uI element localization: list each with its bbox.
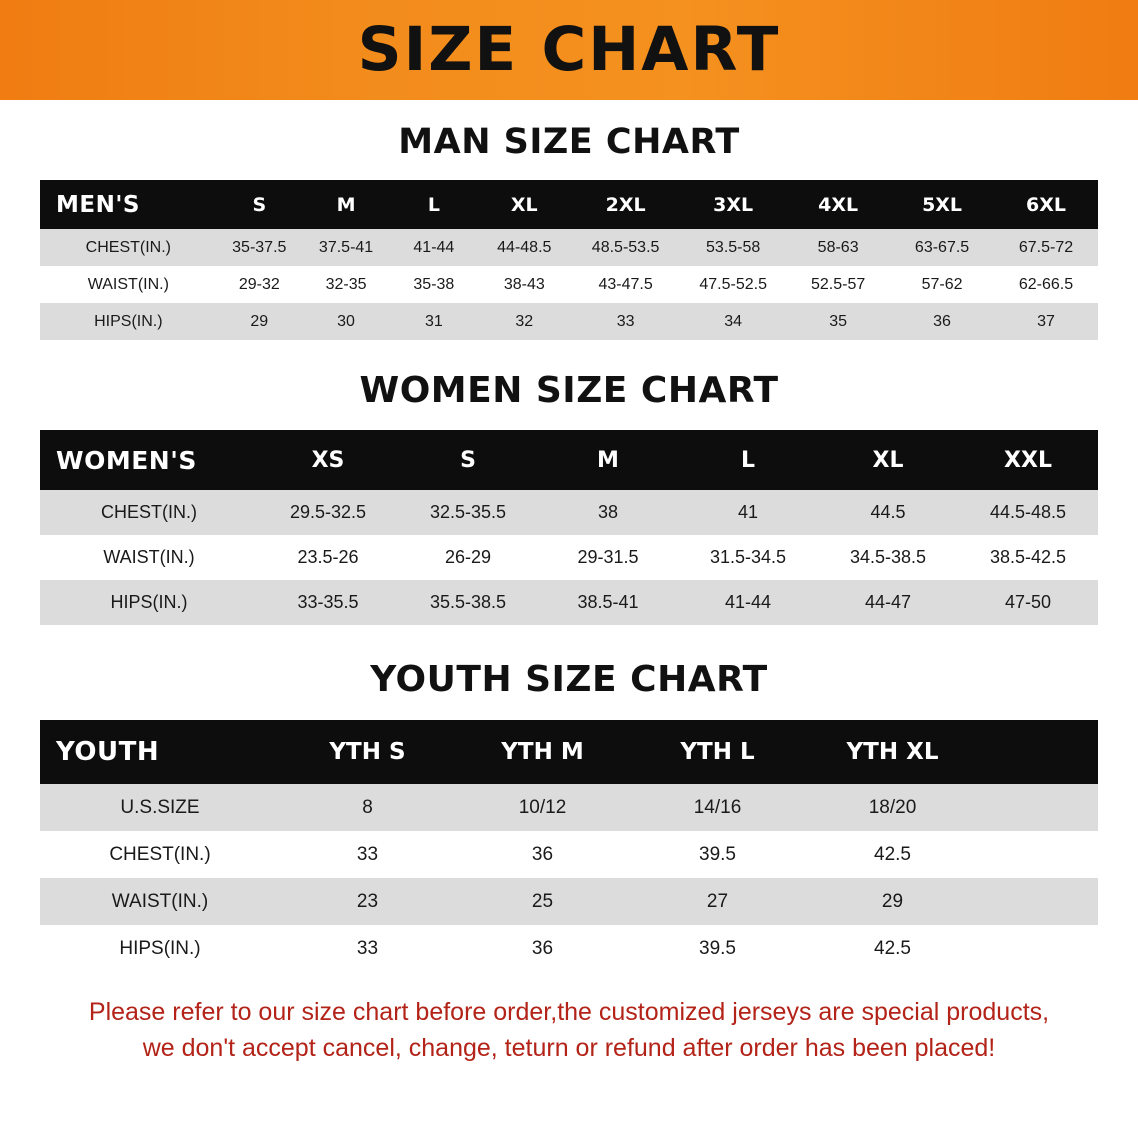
man-header-cell-1: S: [217, 180, 302, 229]
table-row: [40, 831, 1098, 878]
women-section-title: WOMEN SIZE CHART: [359, 370, 779, 411]
women-chest-xl: 44.5: [818, 490, 958, 535]
youth-waist-xl: 29: [805, 878, 980, 925]
man-section-title: MAN SIZE CHART: [398, 122, 740, 162]
man-waist-2xl: 43-47.5: [571, 266, 680, 303]
table-row: [40, 925, 1098, 972]
disclaimer-line-2: we don't accept cancel, change, teturn or refund after order has been placed!: [142, 1034, 996, 1063]
youth-header-cell-4: YTH XL: [805, 720, 980, 784]
women-header-cell-3: M: [538, 430, 678, 490]
man-header-cell-7: 4XL: [786, 180, 890, 229]
women-waist-m: 29-31.5: [538, 535, 678, 580]
man-row-label-chest: CHEST(IN.): [40, 229, 217, 266]
women-hips-s: 35.5-38.5: [398, 580, 538, 625]
man-hips-m: 30: [302, 303, 390, 340]
man-waist-3xl: 47.5-52.5: [680, 266, 786, 303]
youth-hips-s: 33: [280, 925, 455, 972]
women-waist-xl: 34.5-38.5: [818, 535, 958, 580]
table-row: [40, 229, 1098, 266]
women-chest-s: 32.5-35.5: [398, 490, 538, 535]
women-row-label-chest: CHEST(IN.): [40, 490, 258, 535]
women-hips-m: 38.5-41: [538, 580, 678, 625]
man-hips-3xl: 34: [680, 303, 786, 340]
women-header-cell-5: XL: [818, 430, 958, 490]
man-header-cell-3: L: [390, 180, 477, 229]
women-header-cell-6: XXL: [958, 430, 1098, 490]
youth-chest-m: 36: [455, 831, 630, 878]
man-header-cell-4: XL: [478, 180, 572, 229]
women-size-table-wrap: [40, 430, 1098, 625]
youth-waist-blank: [980, 878, 1098, 925]
man-header-cell-0: MEN'S: [40, 180, 217, 229]
youth-chest-l: 39.5: [630, 831, 805, 878]
table-row: [40, 784, 1098, 831]
man-chest-m: 37.5-41: [302, 229, 390, 266]
women-chest-m: 38: [538, 490, 678, 535]
women-chest-xs: 29.5-32.5: [258, 490, 398, 535]
table-row: [40, 878, 1098, 925]
youth-header-cell-2: YTH M: [455, 720, 630, 784]
youth-row-label-waist: WAIST(IN.): [40, 878, 280, 925]
man-hips-s: 29: [217, 303, 302, 340]
man-chest-3xl: 53.5-58: [680, 229, 786, 266]
women-chest-l: 41: [678, 490, 818, 535]
women-header-cell-2: S: [398, 430, 538, 490]
women-waist-xxl: 38.5-42.5: [958, 535, 1098, 580]
man-chest-4xl: 58-63: [786, 229, 890, 266]
youth-hips-m: 36: [455, 925, 630, 972]
youth-ussize-m: 10/12: [455, 784, 630, 831]
man-hips-4xl: 35: [786, 303, 890, 340]
youth-header-cell-1: YTH S: [280, 720, 455, 784]
man-chest-2xl: 48.5-53.5: [571, 229, 680, 266]
youth-ussize-s: 8: [280, 784, 455, 831]
women-chest-xxl: 44.5-48.5: [958, 490, 1098, 535]
table-row: [40, 266, 1098, 303]
man-waist-l: 35-38: [390, 266, 477, 303]
man-waist-s: 29-32: [217, 266, 302, 303]
youth-row-label-hips: HIPS(IN.): [40, 925, 280, 972]
man-chest-s: 35-37.5: [217, 229, 302, 266]
women-header-cell-1: XS: [258, 430, 398, 490]
youth-row-label-ussize: U.S.SIZE: [40, 784, 280, 831]
table-row: [40, 303, 1098, 340]
youth-section-title: YOUTH SIZE CHART: [370, 659, 768, 700]
youth-ussize-blank: [980, 784, 1098, 831]
man-header-cell-2: M: [302, 180, 390, 229]
youth-hips-xl: 42.5: [805, 925, 980, 972]
women-table-header-row: [40, 430, 1098, 490]
man-chest-6xl: 67.5-72: [994, 229, 1098, 266]
women-header-cell-0: WOMEN'S: [40, 430, 258, 490]
man-hips-6xl: 37: [994, 303, 1098, 340]
man-waist-m: 32-35: [302, 266, 390, 303]
youth-header-cell-0: YOUTH: [40, 720, 280, 784]
women-header-cell-4: L: [678, 430, 818, 490]
man-size-table-wrap: [40, 180, 1098, 340]
man-header-cell-5: 2XL: [571, 180, 680, 229]
man-header-cell-8: 5XL: [890, 180, 994, 229]
man-waist-4xl: 52.5-57: [786, 266, 890, 303]
women-size-table: [40, 430, 1098, 625]
table-row: [40, 535, 1098, 580]
page-title: SIZE CHART: [357, 13, 781, 85]
man-header-cell-6: 3XL: [680, 180, 786, 229]
man-hips-l: 31: [390, 303, 477, 340]
youth-ussize-xl: 18/20: [805, 784, 980, 831]
man-waist-5xl: 57-62: [890, 266, 994, 303]
table-row: [40, 490, 1098, 535]
youth-ussize-l: 14/16: [630, 784, 805, 831]
man-chest-l: 41-44: [390, 229, 477, 266]
man-row-label-waist: WAIST(IN.): [40, 266, 217, 303]
youth-chest-xl: 42.5: [805, 831, 980, 878]
youth-chest-s: 33: [280, 831, 455, 878]
youth-header-cell-3: YTH L: [630, 720, 805, 784]
man-hips-xl: 32: [478, 303, 572, 340]
women-hips-l: 41-44: [678, 580, 818, 625]
youth-waist-l: 27: [630, 878, 805, 925]
youth-header-cell-blank: [980, 720, 1098, 784]
youth-size-table-wrap: [40, 720, 1098, 972]
women-hips-xs: 33-35.5: [258, 580, 398, 625]
women-hips-xxl: 47-50: [958, 580, 1098, 625]
man-chest-5xl: 63-67.5: [890, 229, 994, 266]
youth-waist-s: 23: [280, 878, 455, 925]
women-hips-xl: 44-47: [818, 580, 958, 625]
man-hips-2xl: 33: [571, 303, 680, 340]
disclaimer-line-1: Please refer to our size chart before order,the customized jerseys are special products,: [88, 998, 1050, 1026]
youth-hips-blank: [980, 925, 1098, 972]
youth-table-header-row: [40, 720, 1098, 784]
women-row-label-hips: HIPS(IN.): [40, 580, 258, 625]
man-header-cell-9: 6XL: [994, 180, 1098, 229]
disclaimer-note: [54, 994, 1084, 1067]
man-row-label-hips: HIPS(IN.): [40, 303, 217, 340]
man-size-table: [40, 180, 1098, 340]
man-chest-xl: 44-48.5: [478, 229, 572, 266]
women-waist-xs: 23.5-26: [258, 535, 398, 580]
youth-waist-m: 25: [455, 878, 630, 925]
table-row: [40, 580, 1098, 625]
youth-chest-blank: [980, 831, 1098, 878]
youth-row-label-chest: CHEST(IN.): [40, 831, 280, 878]
youth-hips-l: 39.5: [630, 925, 805, 972]
women-row-label-waist: WAIST(IN.): [40, 535, 258, 580]
women-waist-s: 26-29: [398, 535, 538, 580]
youth-size-table: [40, 720, 1098, 972]
man-hips-5xl: 36: [890, 303, 994, 340]
man-waist-6xl: 62-66.5: [994, 266, 1098, 303]
women-waist-l: 31.5-34.5: [678, 535, 818, 580]
man-table-header-row: [40, 180, 1098, 229]
man-waist-xl: 38-43: [478, 266, 572, 303]
page-banner: [0, 0, 1138, 100]
